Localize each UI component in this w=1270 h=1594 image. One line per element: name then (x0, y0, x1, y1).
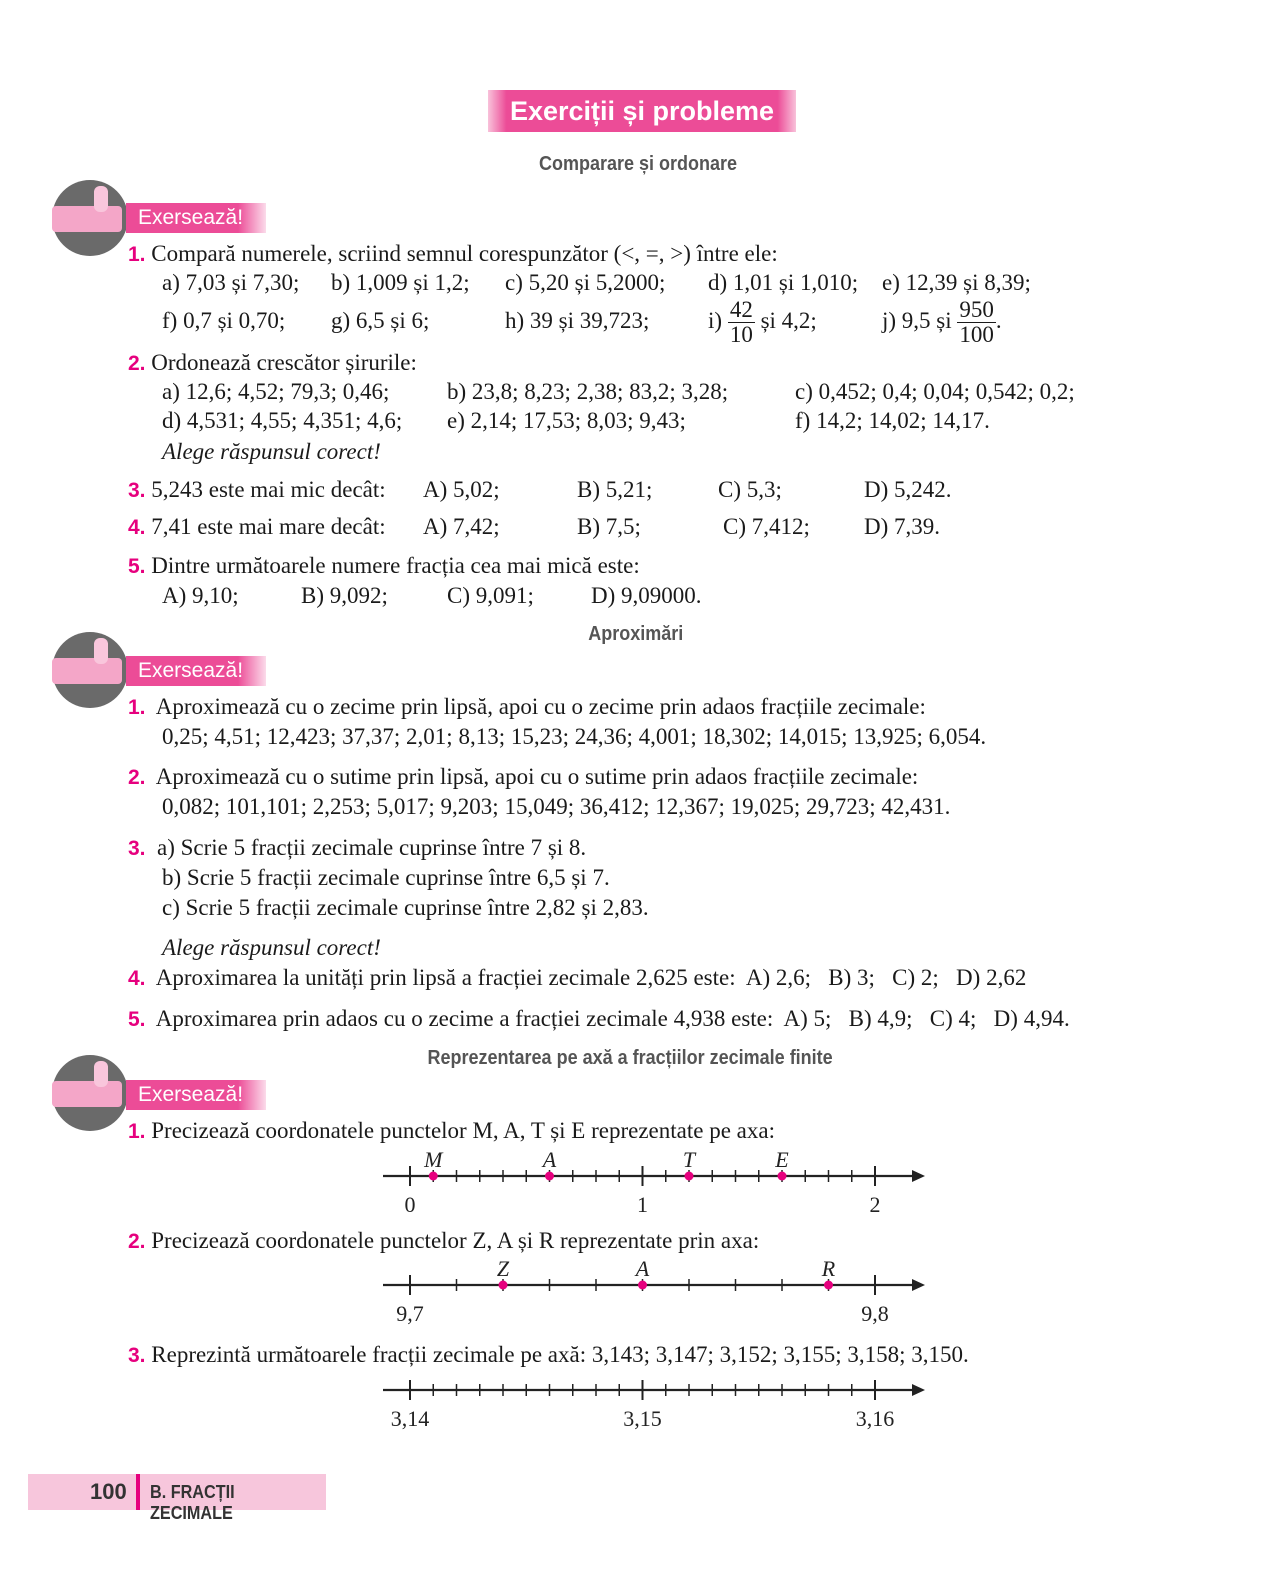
exercise-5: 5. Aproximarea prin adaos cu o zecime a fracției zecimale 4,938 este: A) 5; B) 4,9; C) 4; D) 4,94. (128, 1006, 1070, 1031)
instruction: Alege răspunsul corect! (162, 439, 381, 464)
tick-label: 9,7 (396, 1301, 424, 1326)
point-label: E (775, 1147, 789, 1172)
option: D) 5,242. (864, 477, 952, 502)
exercise-3: 3. 5,243 este mai mic decât: (128, 477, 386, 502)
item: c) 0,452; 0,4; 0,04; 0,542; 0,2; (795, 379, 1075, 404)
item: a) 12,6; 4,52; 79,3; 0,46; (162, 379, 390, 404)
item: b) 23,8; 8,23; 2,38; 83,2; 3,28; (447, 379, 729, 404)
exercise-badge: Exersează! (126, 1080, 266, 1110)
tick-label: 2 (869, 1192, 881, 1217)
point-label: A (542, 1147, 557, 1172)
exercise-2: 2. Aproximează cu o sutime prin lipsă, apoi cu o sutime prin adaos fracțiile zecimale: (128, 764, 919, 789)
item: b) Scrie 5 fracții zecimale cuprinse între 6,5 și 7. (162, 865, 610, 890)
values: 0,25; 4,51; 12,423; 37,37; 2,01; 8,13; 15,23; 24,36; 4,001; 18,302; 14,015; 13,925; 6,054. (162, 724, 987, 749)
point-label: Z (496, 1256, 510, 1281)
item: c) Scrie 5 fracții zecimale cuprinse între 2,82 și 2,83. (162, 895, 649, 920)
option: B) 9,092; (301, 583, 388, 608)
option: A) 7,42; (423, 514, 500, 539)
tick-label: 3,16 (855, 1406, 895, 1431)
item: f) 0,7 și 0,70; (162, 308, 286, 333)
exercise-1: 1. Compară numerele, scriind semnul corespunzător (<, =, >) între ele: (128, 241, 778, 266)
item-fraction-i: i) $\frac{42}{10}$ și 4,2; (708, 297, 817, 348)
exercise-2: 2. Ordonează crescător șirurile: (128, 350, 417, 375)
item: c) 5,20 și 5,2000; (505, 270, 666, 295)
option: D) 7,39. (864, 514, 941, 539)
section-heading-approximations: Aproximări (588, 623, 684, 645)
item: b) 1,009 și 1,2; (331, 270, 470, 295)
exercise-4: 4. Aproximarea la unități prin lipsă a fracției zecimale 2,625 este: A) 2,6; B) 3; C) 2; D) 2,62 (128, 965, 1027, 990)
item: g) 6,5 și 6; (331, 308, 430, 333)
exercise-2: 2. Precizează coordonatele punctelor Z, A și R reprezentate prin axa: (128, 1228, 760, 1253)
tick-label: 1 (637, 1192, 648, 1217)
exercise-5: 5. Dintre următoarele numere fracția cea mai mică este: (128, 553, 640, 578)
exercise-1: 1. Precizează coordonatele punctelor M, A, T și E reprezentate pe axa: (128, 1118, 775, 1143)
item: d) 4,531; 4,55; 4,351; 4,6; (162, 408, 403, 433)
page-footer (28, 1474, 326, 1523)
exercise-badge: Exersează! (126, 656, 266, 686)
item: f) 14,2; 14,02; 14,17. (795, 408, 990, 433)
point-label: A (635, 1256, 650, 1281)
section-heading-comparison: Comparare și ordonare (539, 153, 738, 175)
exercise-1: 1. Aproximează cu o zecime prin lipsă, apoi cu o zecime prin adaos fracțiile zecimale: (128, 694, 926, 719)
values: 0,082; 101,101; 2,253; 5,017; 9,203; 15,049; 36,412; 12,367; 19,025; 29,723; 42,431. (162, 794, 951, 819)
section-heading-axis: Reprezentarea pe axă a fracțiilor zecimale finite (427, 1047, 833, 1069)
option: B) 5,21; (577, 477, 653, 502)
item: h) 39 și 39,723; (505, 308, 650, 333)
instruction: Alege răspunsul corect! (162, 935, 381, 960)
option: C) 7,412; (723, 514, 810, 539)
arrow-head (912, 1384, 925, 1396)
page-number: 100 (90, 1479, 127, 1504)
option: D) 9,09000. (591, 583, 702, 608)
item: a) 7,03 și 7,30; (162, 270, 300, 295)
exercise-3: 3. a) Scrie 5 fracții zecimale cuprinse între 7 și 8. (128, 835, 587, 860)
point-label: M (424, 1147, 443, 1172)
tick-label: 3,15 (623, 1406, 662, 1431)
item-fraction-j: j) 9,5 și $\frac{950}{100}$ . (882, 297, 1002, 348)
option: C) 9,091; (447, 583, 534, 608)
option: B) 7,5; (577, 514, 641, 539)
item: e) 12,39 și 8,39; (882, 270, 1031, 295)
tick-label: 9,8 (861, 1301, 889, 1326)
item: d) 1,01 și 1,010; (708, 270, 859, 295)
item: e) 2,14; 17,53; 8,03; 9,43; (447, 408, 686, 433)
tick-label: 3,14 (390, 1406, 430, 1431)
point-label: R (821, 1256, 836, 1281)
tick-label: 0 (404, 1192, 416, 1217)
chapter-title: B. FRACȚII ZECIMALE (150, 1482, 235, 1523)
option: A) 5,02; (423, 477, 500, 502)
divider (136, 1474, 140, 1510)
page-title: Exerciții și probleme (488, 90, 796, 132)
exercise-3: 3. Reprezintă următoarele fracții zecimale pe axă: 3,143; 3,147; 3,152; 3,155; 3,158; 3,150. (128, 1342, 969, 1367)
exercise-4: 4. 7,41 este mai mare decât: (128, 514, 386, 539)
exercise-badge: Exersează! (126, 203, 266, 233)
point-label: T (682, 1147, 696, 1172)
option: A) 9,10; (162, 583, 239, 608)
option: C) 5,3; (718, 477, 782, 502)
